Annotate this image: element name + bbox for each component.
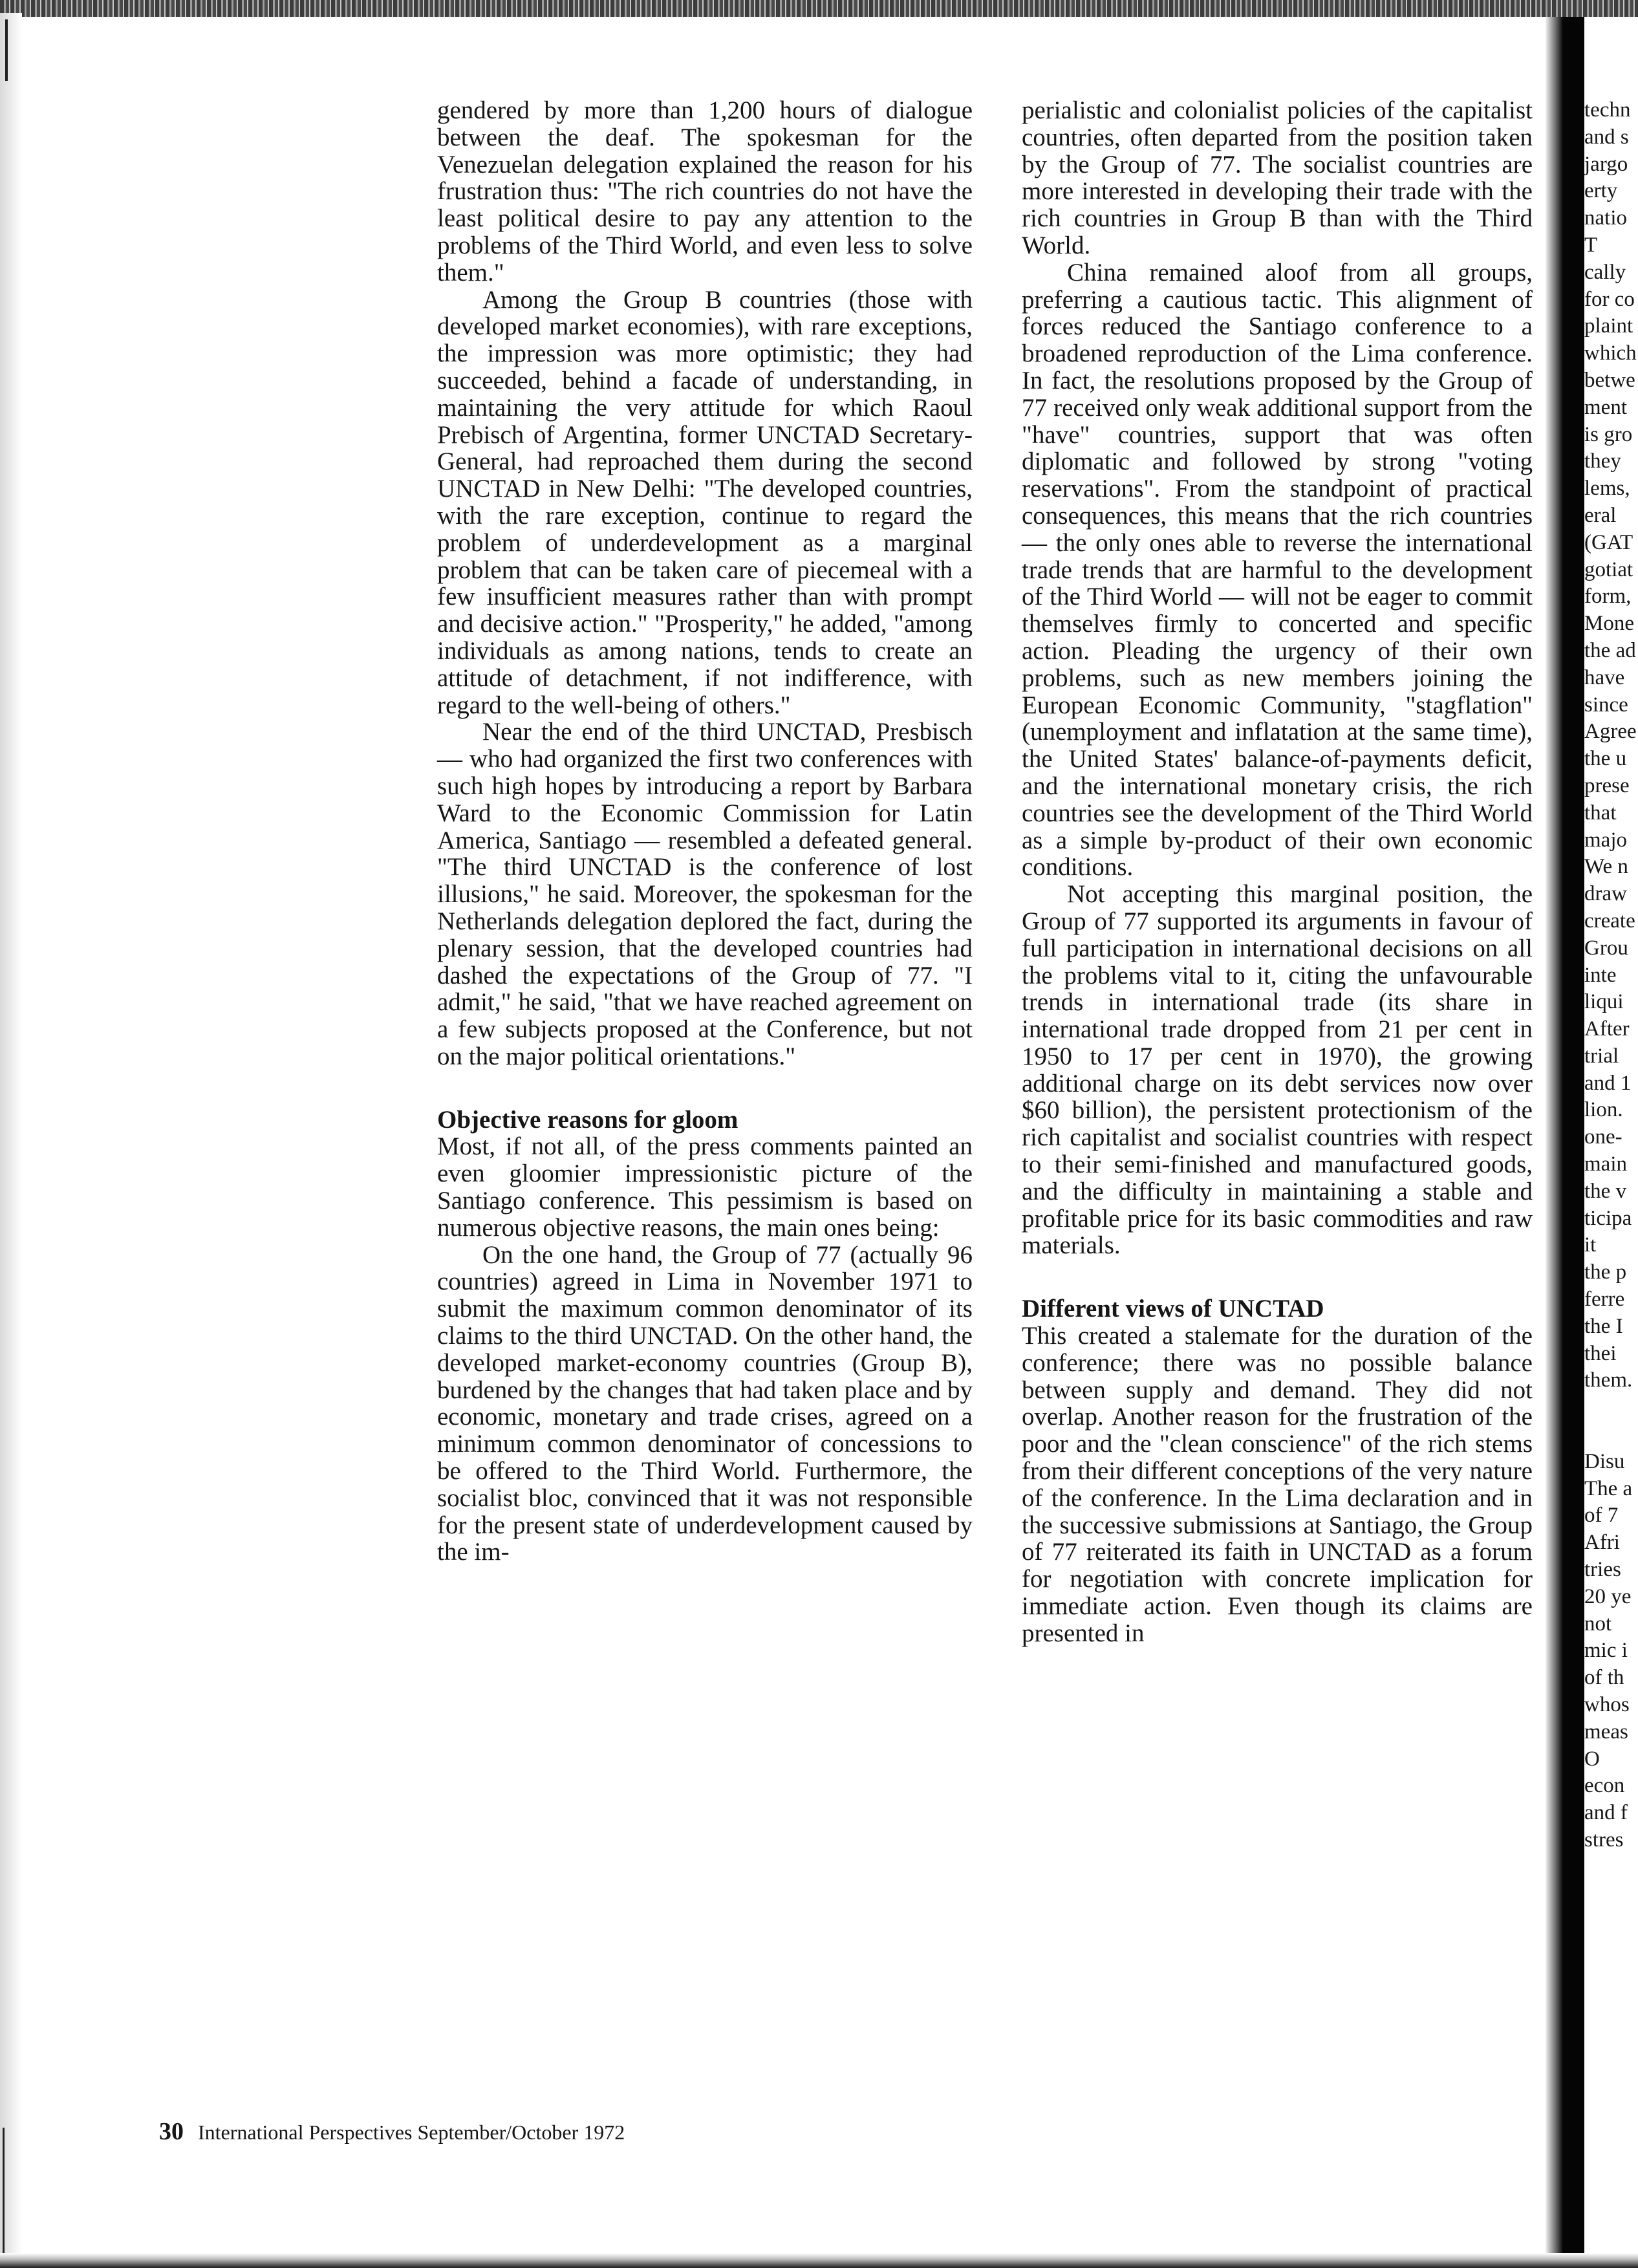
- paragraph: Near the end of the third UNCTAD, Presbisch — who had organized the first two conferences with such high hopes by introducing a report by Barbara Ward to the Economic Commission for Latin America, Santiago — resembled a defeated general. "The third UNCTAD is the conference of lost illusions," he said. Moreover, the spokesman for the Netherlands delegation deplored the fact, during the plenary session, that the developed countries had dashed the expectations of the Group of 77. "I admit," he said, "that we have reached agreement on a few subjects proposed at the Conference, but not on the major political orientations.": [437, 718, 973, 1070]
- paragraph: On the one hand, the Group of 77 (actually 96 countries) agreed in Lima in November 1971 to submit the maximum common denominator of its claims to the third UNCTAD. On the other hand, the developed market-economy countries (Group B), burdened by the changes that had taken place and by economic, monetary and trade crises, agreed on a minimum common denominator of concessions to be offered to the Third World. Furthermore, the socialist bloc, convinced that it was not responsible for the present state of underdevelopment caused by the im-: [437, 1240, 973, 1566]
- line-fragment: lion.: [1584, 1098, 1623, 1122]
- line-fragment: ferre: [1584, 1288, 1625, 1312]
- line-fragment: ticipa: [1584, 1206, 1632, 1230]
- line-fragment: them.: [1584, 1368, 1633, 1392]
- line-fragment: they: [1584, 449, 1621, 473]
- line-fragment: the p: [1584, 1260, 1627, 1284]
- line-fragment: T: [1584, 233, 1598, 257]
- line-fragment: After: [1584, 1017, 1630, 1041]
- line-fragment: it: [1584, 1233, 1597, 1257]
- line-fragment: majo: [1584, 828, 1627, 852]
- text-column-2: [1022, 97, 1533, 1647]
- line-fragment: mic i: [1584, 1639, 1628, 1663]
- line-fragment: lems,: [1584, 477, 1630, 501]
- line-fragment: one-: [1584, 1125, 1622, 1149]
- line-fragment: (GAT: [1584, 530, 1633, 554]
- line-fragment: eral: [1584, 503, 1617, 527]
- line-fragment: We n: [1584, 855, 1628, 879]
- line-fragment: for co: [1584, 287, 1635, 311]
- line-fragment: thei: [1584, 1341, 1617, 1365]
- line-fragment: Disu: [1584, 1449, 1625, 1473]
- line-fragment: betwe: [1584, 368, 1635, 392]
- line-fragment: the v: [1584, 1179, 1627, 1203]
- paragraph: perialistic and colonialist policies of the capitalist countries, often departed from the position taken by the Group of 77. The socialist countries are more interested in developing their trade with the rich countries in Group B than with the Third World.: [1022, 96, 1533, 259]
- line-fragment: and f: [1584, 1801, 1628, 1825]
- line-fragment: natio: [1584, 206, 1627, 230]
- paragraph: Among the Group B countries (those with developed market economies), with rare exceptions, the impression was more optimistic; they had succeeded, behind a facade of understanding, in maintaining the very attitude for which Raoul Prebisch of Argentina, former UNCTAD Secretary-General, had reproached them during the second UNCTAD in New Delhi: "The developed countries, with the rare exception, continue to regard the problem of underdevelopment as a marginal problem that can be taken care of piecemeal with a few insufficient measures rather than with prompt and decisive action." "Prosperity," he added, "among individuals as among nations, tends to create an attitude of detachment, if not indifference, with regard to the well-being of others.": [437, 285, 973, 719]
- publication-line: International Perspectives September/October 1972: [198, 2121, 625, 2144]
- line-fragment: draw: [1584, 882, 1627, 906]
- line-fragment: whos: [1584, 1693, 1630, 1717]
- paragraph: Not accepting this marginal position, the Group of 77 supported its arguments in favour of full participation in international decisions on all the problems vital to it, citing the unfavourable trends in international trade (its share in international trade dropped from 21 per cent in 1950 to 17 per cent in 1970), the growing additional charge on its debt services now over $60 billion), the persistent protectionism of the rich capitalist and socialist countries with respect to their semi-finished and manufactured goods, and the difficulty in maintaining a stable and profitable price for its basic commodities and raw materials.: [1022, 880, 1533, 1260]
- line-fragment: The a: [1584, 1476, 1633, 1500]
- page-footer: [159, 2117, 625, 2146]
- line-fragment: meas: [1584, 1720, 1628, 1744]
- line-fragment: tries: [1584, 1558, 1621, 1582]
- line-fragment: the I: [1584, 1314, 1623, 1338]
- scan-bottom-edge: [0, 2253, 1638, 2268]
- line-fragment: jargo: [1584, 152, 1628, 176]
- line-fragment: that: [1584, 801, 1617, 825]
- line-fragment: [1584, 1394, 1638, 1421]
- line-fragment: not: [1584, 1612, 1612, 1636]
- line-fragment: of 7: [1584, 1504, 1619, 1528]
- line-fragment: Afri: [1584, 1531, 1620, 1555]
- line-fragment: ment: [1584, 395, 1627, 419]
- section-heading: Different views of UNCTAD: [1022, 1295, 1324, 1323]
- line-fragment: Agree: [1584, 720, 1637, 744]
- line-fragment: the u: [1584, 747, 1627, 771]
- line-fragment: since: [1584, 693, 1628, 717]
- text-column-1: [437, 97, 973, 1566]
- line-fragment: plaint: [1584, 314, 1633, 338]
- line-fragment: trial: [1584, 1044, 1619, 1068]
- line-fragment: is gro: [1584, 422, 1633, 446]
- line-fragment: Grou: [1584, 936, 1628, 960]
- paragraph: China remained aloof from all groups, preferring a cautious tactic. This alignment of forces reduced the Santiago conference to a broadened reproduction of the Lima conference. In fact, the resolutions proposed by the Group of 77 received only weak additional support from the "have" countries, support that was often diplomatic and followed by strong "voting reservations". From the standpoint of practical consequences, this means that the rich countries — the only ones able to reverse the international trade trends that are harmful to the development of the Third World — will not be eager to commit themselves firmly to concerted and specific action. Pleading the urgency of their own problems, such as new members joining the European Economic Community, "stagflation" (unemployment and inflatation at the same time), the United States' balance-of-payments deficit, and the international monetary crisis, the rich countries see the development of the Third World as a simple by-product of their own economic conditions.: [1022, 258, 1533, 881]
- paragraph: gendered by more than 1,200 hours of dialogue between the deaf. The spokesman for the Venezuelan delegation explained the reason for his frustration thus: "The rich countries do not have the least political desire to pay any attention to the problems of the Third World, and even less to solve them.": [437, 96, 973, 286]
- line-fragment: O: [1584, 1747, 1600, 1771]
- line-fragment: inte: [1584, 963, 1617, 987]
- line-fragment: main: [1584, 1152, 1627, 1176]
- line-fragment: cally: [1584, 260, 1626, 284]
- line-fragment: prese: [1584, 773, 1630, 797]
- line-fragment: which: [1584, 341, 1637, 365]
- section-heading: Objective reasons for gloom: [437, 1105, 738, 1134]
- line-fragment: econ: [1584, 1774, 1625, 1798]
- line-fragment: liqui: [1584, 990, 1624, 1014]
- line-fragment: 20 ye: [1584, 1584, 1632, 1608]
- line-fragment: Mone: [1584, 612, 1634, 636]
- paragraph: Most, if not all, of the press comments painted an even gloomier impressionistic picture of the Santiago conference. This pessimism is based on numerous objective reasons, the main ones being:: [437, 1132, 973, 1242]
- paragraph: This created a stalemate for the duration of the conference; there was no possible balance between supply and demand. They did not overlap. Another reason for the frustration of the poor and the "clean conscience" of the rich stems from their different conceptions of the very nature of the conference. In the Lima declaration and in the successive submissions at Santiago, the Group of 77 reiterated its faith in UNCTAD as a forum for negotiation with concrete implication for immediate action. Even though its claims are presented in: [1022, 1322, 1533, 1647]
- line-fragment: [1584, 1421, 1638, 1449]
- page-number: 30: [159, 2118, 184, 2145]
- line-fragment: the ad: [1584, 638, 1636, 662]
- line-fragment: of th: [1584, 1666, 1624, 1690]
- line-fragment: create: [1584, 909, 1635, 933]
- line-fragment: have: [1584, 665, 1625, 689]
- text-column-3-cut-off: [1584, 97, 1638, 1854]
- book-gutter: [1546, 17, 1584, 2268]
- line-fragment: techn: [1584, 98, 1631, 122]
- line-fragment: stres: [1584, 1828, 1624, 1852]
- scan-top-edge: [0, 0, 1638, 17]
- line-fragment: erty: [1584, 179, 1618, 203]
- line-fragment: gotiat: [1584, 557, 1633, 581]
- line-fragment: and 1: [1584, 1071, 1632, 1095]
- line-fragment: form,: [1584, 585, 1632, 609]
- line-fragment: and s: [1584, 125, 1629, 149]
- scan-left-edge: [0, 13, 22, 2268]
